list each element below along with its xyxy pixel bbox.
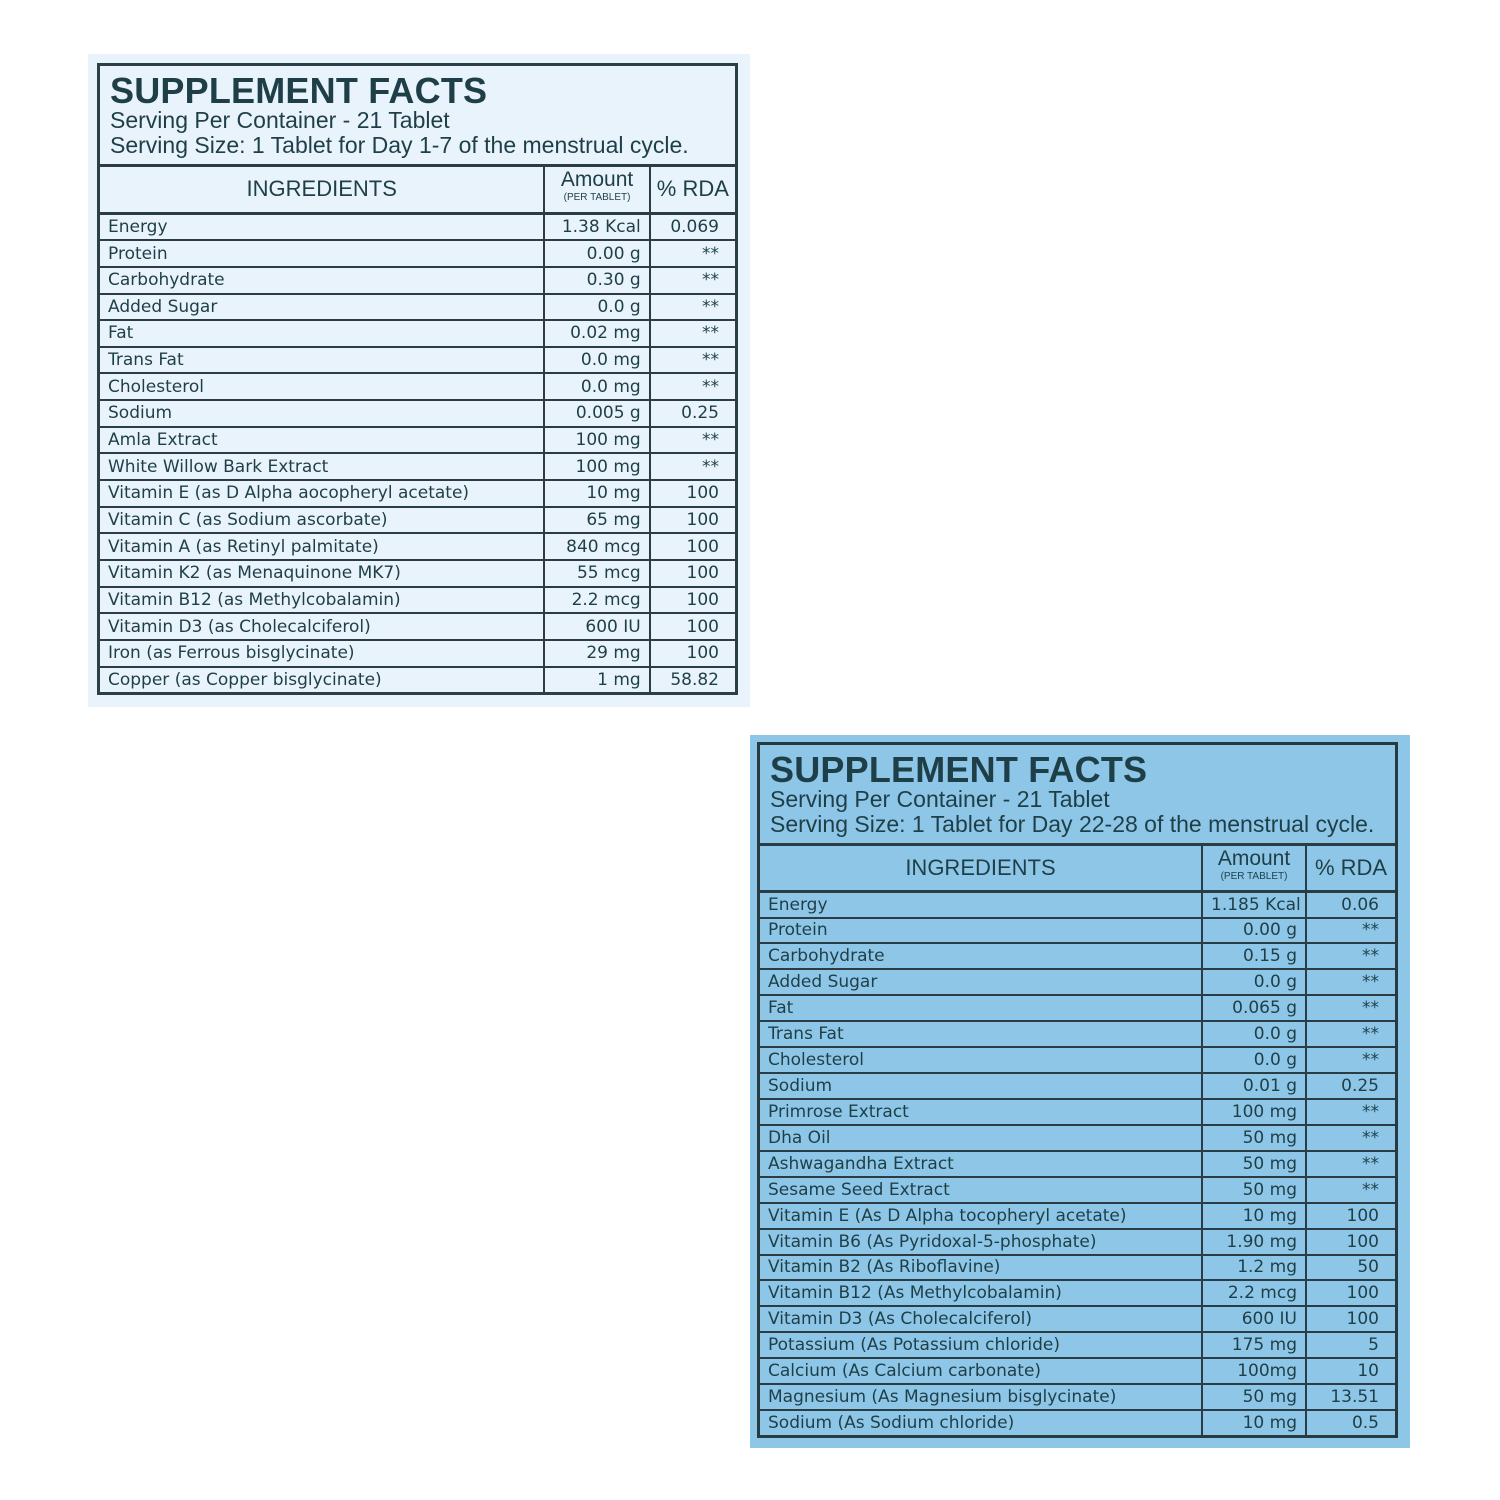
ingredient-rda: 13.51 [1306,1384,1395,1410]
ingredient-rda: ** [650,294,735,321]
ingredient-amount: 50 mg [1202,1384,1306,1410]
ingredient-amount: 600 IU [544,613,649,640]
ingredient-amount: 29 mg [544,640,649,667]
table-row [100,240,735,267]
table-row [100,453,735,480]
table-row [760,1177,1395,1203]
ingredient-rda: 0.25 [650,400,735,427]
ingredient-amount: 50 mg [1202,1151,1306,1177]
ingredient-amount: 10 mg [1202,1410,1306,1435]
ingredient-rda: ** [1306,1177,1395,1203]
supplement-facts-panel-day-22-28 [750,735,1410,1448]
amount-header-label: Amount [560,168,634,192]
ingredient-rda: 100 [650,507,735,534]
amount-header-label: Amount [1217,846,1291,870]
table-row [760,969,1395,995]
ingredient-amount: 0.00 g [1202,918,1306,944]
ingredient-name: Sesame Seed Extract [760,1177,1202,1203]
table-row [760,1073,1395,1099]
ingredient-name: Protein [760,918,1202,944]
ingredient-amount: 100 mg [544,427,649,454]
table-row [760,1203,1395,1229]
ingredient-amount: 1.185 Kcal [1202,891,1306,918]
ingredient-amount: 0.02 mg [544,320,649,347]
amount-header-sub: (PER TABLET) [563,192,631,204]
table-row [100,613,735,640]
ingredient-rda: 100 [650,533,735,560]
table-row [100,320,735,347]
ingredient-name: Carbohydrate [760,943,1202,969]
table-row [760,1099,1395,1125]
ingredient-name: Sodium [760,1073,1202,1099]
table-row [760,1047,1395,1073]
ingredient-amount: 50 mg [1202,1177,1306,1203]
table-row [760,1280,1395,1306]
table-row [760,1410,1395,1435]
ingredient-amount: 1.90 mg [1202,1229,1306,1255]
table-row [760,1306,1395,1332]
ingredient-rda: 0.25 [1306,1073,1395,1099]
ingredient-name: Ashwagandha Extract [760,1151,1202,1177]
ingredient-amount: 2.2 mcg [1202,1280,1306,1306]
table-row [100,427,735,454]
ingredient-rda: ** [1306,1151,1395,1177]
ingredient-rda: ** [1306,943,1395,969]
ingredient-name: Sodium [100,400,544,427]
ingredients-body [760,891,1395,1435]
ingredient-name: Iron (as Ferrous bisglycinate) [100,640,544,667]
table-row [760,1332,1395,1358]
ingredient-amount: 1.2 mg [1202,1255,1306,1281]
ingredient-rda: ** [650,320,735,347]
table-row [100,533,735,560]
ingredient-name: Vitamin B6 (As Pyridoxal-5-phosphate) [760,1229,1202,1255]
ingredient-amount: 100 mg [1202,1099,1306,1125]
ingredient-rda: ** [1306,1047,1395,1073]
ingredient-name: Energy [100,213,544,240]
amount-header-sub: (PER TABLET) [1220,870,1288,882]
ingredient-amount: 55 mcg [544,560,649,587]
rda-header: % RDA [1306,846,1395,891]
ingredient-amount: 100 mg [544,453,649,480]
facts-header [760,745,1395,846]
table-row [100,373,735,400]
ingredient-name: Trans Fat [760,1021,1202,1047]
table-row [760,1151,1395,1177]
ingredient-amount: 0.00 g [544,240,649,267]
ingredient-name: Magnesium (As Magnesium bisglycinate) [760,1384,1202,1410]
ingredient-amount: 0.15 g [1202,943,1306,969]
ingredient-rda: ** [1306,995,1395,1021]
ingredient-amount: 0.0 mg [544,347,649,374]
ingredient-amount: 10 mg [1202,1203,1306,1229]
table-row [760,1021,1395,1047]
ingredient-amount: 10 mg [544,480,649,507]
ingredient-name: Primrose Extract [760,1099,1202,1125]
ingredient-amount: 0.005 g [544,400,649,427]
ingredient-rda: 10 [1306,1358,1395,1384]
ingredient-amount: 100mg [1202,1358,1306,1384]
table-header-row [100,167,735,213]
ingredient-rda: ** [1306,969,1395,995]
ingredient-amount: 1 mg [544,667,649,693]
ingredient-amount: 0.0 g [544,294,649,321]
ingredient-amount: 0.065 g [1202,995,1306,1021]
ingredient-rda: ** [650,347,735,374]
table-row [100,507,735,534]
ingredient-name: Vitamin B12 (as Methylcobalamin) [100,587,544,614]
table-row [100,640,735,667]
ingredient-name: Fat [760,995,1202,1021]
ingredient-rda: ** [650,373,735,400]
facts-frame [757,742,1398,1438]
ingredient-amount: 0.0 g [1202,1047,1306,1073]
table-row [100,480,735,507]
ingredient-name: Vitamin A (as Retinyl palmitate) [100,533,544,560]
ingredient-rda: 100 [1306,1306,1395,1332]
ingredient-amount: 840 mcg [544,533,649,560]
ingredient-name: White Willow Bark Extract [100,453,544,480]
ingredient-amount: 0.30 g [544,267,649,294]
ingredient-name: Vitamin C (as Sodium ascorbate) [100,507,544,534]
facts-header [100,66,735,167]
table-row [100,267,735,294]
ingredients-table [100,167,735,692]
serving-size: Serving Size: 1 Tablet for Day 1-7 of the menstrual cycle. [110,132,689,158]
table-header-row [760,846,1395,891]
ingredient-name: Fat [100,320,544,347]
ingredient-rda: ** [650,453,735,480]
ingredient-amount: 65 mg [544,507,649,534]
ingredients-header: INGREDIENTS [100,167,544,213]
ingredients-header: INGREDIENTS [760,846,1202,891]
ingredient-rda: ** [650,427,735,454]
rda-header: % RDA [650,167,735,213]
facts-title: SUPPLEMENT FACTS [110,70,488,111]
amount-header [544,167,649,213]
amount-header [1202,846,1306,891]
table-row [760,891,1395,918]
ingredient-amount: 175 mg [1202,1332,1306,1358]
table-row [760,918,1395,944]
ingredient-rda: 100 [1306,1229,1395,1255]
table-row [760,943,1395,969]
ingredient-rda: ** [1306,1125,1395,1151]
serving-per-container: Serving Per Container - 21 Tablet [770,786,1110,812]
ingredient-rda: 0.06 [1306,891,1395,918]
supplement-facts-panel-day-1-7 [88,54,750,707]
ingredient-name: Copper (as Copper bisglycinate) [100,667,544,693]
ingredient-rda: 100 [650,640,735,667]
table-row [760,1358,1395,1384]
serving-per-container: Serving Per Container - 21 Tablet [110,107,450,133]
ingredient-rda: 100 [650,613,735,640]
ingredient-rda: 5 [1306,1332,1395,1358]
ingredient-amount: 0.0 g [1202,1021,1306,1047]
ingredient-name: Added Sugar [100,294,544,321]
ingredient-rda: 50 [1306,1255,1395,1281]
ingredient-rda: ** [650,267,735,294]
ingredient-rda: ** [1306,1021,1395,1047]
ingredient-rda: 100 [1306,1280,1395,1306]
table-row [100,213,735,240]
table-row [100,667,735,693]
ingredient-name: Sodium (As Sodium chloride) [760,1410,1202,1435]
ingredient-name: Trans Fat [100,347,544,374]
table-row [760,995,1395,1021]
ingredient-amount: 1.38 Kcal [544,213,649,240]
ingredient-name: Calcium (As Calcium carbonate) [760,1358,1202,1384]
facts-frame [97,63,738,695]
ingredient-name: Vitamin E (as D Alpha aocopheryl acetate) [100,480,544,507]
table-row [100,560,735,587]
ingredient-rda: 58.82 [670,669,719,690]
ingredient-amount: 0.01 g [1202,1073,1306,1099]
ingredient-name: Vitamin B2 (As Riboflavine) [760,1255,1202,1281]
ingredient-rda: 100 [650,587,735,614]
ingredient-rda: 0.069 [650,213,735,240]
ingredient-name: Dha Oil [760,1125,1202,1151]
table-row [760,1125,1395,1151]
ingredient-amount: 0.0 mg [544,373,649,400]
serving-size: Serving Size: 1 Tablet for Day 22-28 of the menstrual cycle. [770,811,1375,837]
facts-title: SUPPLEMENT FACTS [770,749,1148,790]
ingredient-name: Vitamin B12 (As Methylcobalamin) [760,1280,1202,1306]
ingredient-name: Potassium (As Potassium chloride) [760,1332,1202,1358]
ingredients-body [100,213,735,692]
ingredient-rda: 100 [1306,1203,1395,1229]
ingredient-name: Vitamin K2 (as Menaquinone MK7) [100,560,544,587]
ingredient-rda: 100 [650,480,735,507]
ingredient-name: Amla Extract [100,427,544,454]
ingredient-name: Vitamin E (As D Alpha tocopheryl acetate) [760,1203,1202,1229]
ingredient-name: Added Sugar [760,969,1202,995]
table-row [760,1384,1395,1410]
ingredient-rda: ** [1306,918,1395,944]
ingredient-name: Cholesterol [760,1047,1202,1073]
ingredient-name: Protein [100,240,544,267]
ingredient-rda: 0.5 [1351,1413,1379,1434]
table-row [760,1229,1395,1255]
ingredient-amount: 50 mg [1202,1125,1306,1151]
table-row [100,400,735,427]
table-row [100,294,735,321]
ingredient-rda: 100 [650,560,735,587]
ingredient-name: Energy [760,891,1202,918]
ingredients-table [760,846,1395,1435]
ingredient-amount: 2.2 mcg [544,587,649,614]
ingredient-amount: 0.0 g [1202,969,1306,995]
table-row [100,347,735,374]
table-row [100,587,735,614]
ingredient-rda: ** [650,240,735,267]
ingredient-name: Vitamin D3 (as Cholecalciferol) [100,613,544,640]
ingredient-name: Vitamin D3 (As Cholecalciferol) [760,1306,1202,1332]
table-row [760,1255,1395,1281]
ingredient-amount: 600 IU [1202,1306,1306,1332]
ingredient-rda: ** [1306,1099,1395,1125]
ingredient-name: Cholesterol [100,373,544,400]
ingredient-name: Carbohydrate [100,267,544,294]
